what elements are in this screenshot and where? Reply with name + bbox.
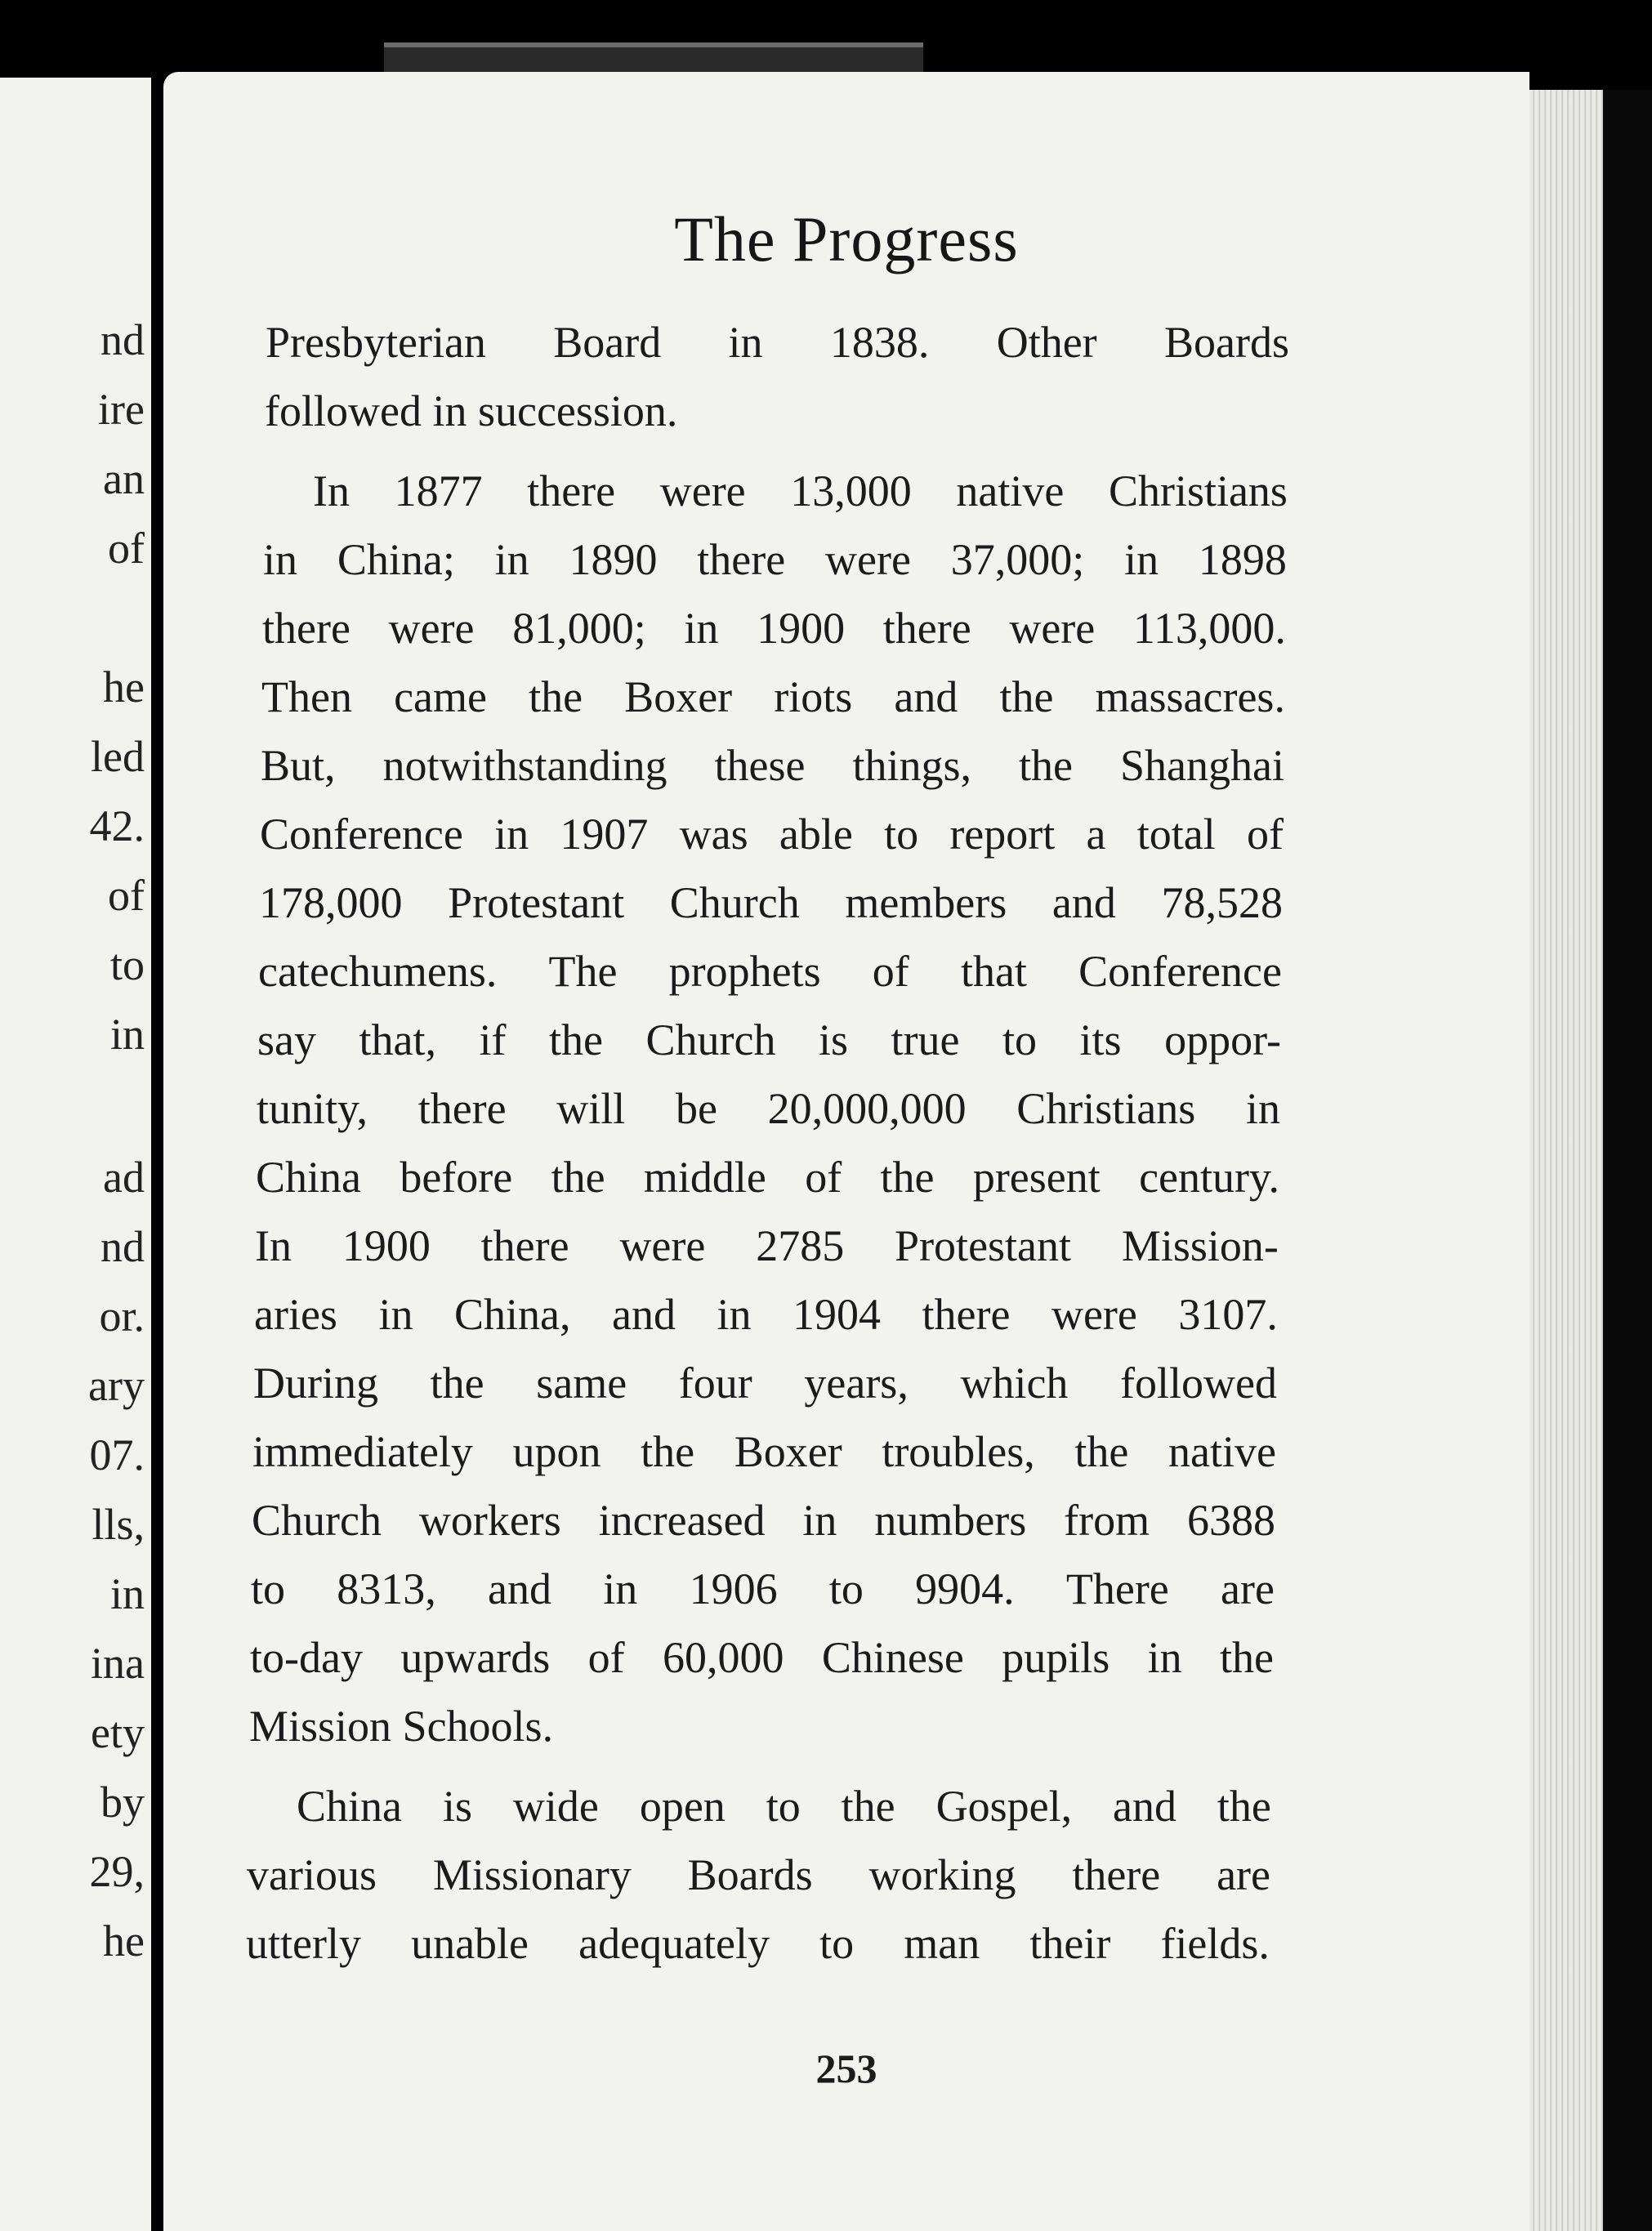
page-number: 253 [815, 2046, 877, 2091]
text-line: there were 81,000; in 1900 there were 113,000. [262, 604, 1286, 653]
facing-page-fragment: ina [91, 1639, 145, 1688]
facing-page-fragment: of [108, 871, 145, 920]
facing-page-fragment: ary [88, 1361, 145, 1410]
facing-page-fragment: in [109, 1569, 145, 1618]
page-stack-shadow [1603, 90, 1652, 2231]
running-head: The Progress [674, 203, 1019, 274]
text-line: various Missionary Boards working there are [247, 1850, 1270, 1899]
facing-page-fragment: ad [103, 1153, 145, 1202]
text-line: tunity, there will be 20,000,000 Christians in [257, 1084, 1280, 1133]
text-line: 178,000 Protestant Church members and 78,528 [259, 878, 1283, 927]
facing-page-fragment: ety [91, 1708, 145, 1757]
text-line: to 8313, and in 1906 to 9904. There are [251, 1564, 1275, 1613]
page-stack-edges [1529, 90, 1603, 2231]
text-line: Church workers increased in numbers from 6388 [252, 1496, 1275, 1545]
facing-page-fragment: 42. [89, 801, 145, 850]
book-page [163, 72, 1529, 2231]
text-line: China is wide open to the Gospel, and the [297, 1782, 1271, 1831]
text-line: Conference in 1907 was able to report a total of [260, 810, 1284, 859]
facing-page-fragment: nd [100, 1222, 145, 1271]
facing-page-fragment: by [100, 1778, 145, 1827]
text-line: utterly unable adequately to man their fields. [246, 1919, 1270, 1968]
facing-page-fragment: 07. [89, 1430, 145, 1479]
facing-page-fragment: or. [99, 1292, 145, 1341]
facing-page-fragment: he [103, 1916, 145, 1966]
text-line: Then came the Boxer riots and the massacres. [261, 672, 1285, 721]
facing-page-fragment: he [103, 663, 145, 712]
text-line: immediately upon the Boxer troubles, the native [252, 1427, 1276, 1476]
text-line: China before the middle of the present century. [256, 1153, 1279, 1202]
text-line: say that, if the Church is true to its oppor- [257, 1015, 1281, 1064]
text-line: followed in succession. [265, 386, 678, 435]
text-line: catechumens. The prophets of that Conference [258, 947, 1282, 996]
facing-page-fragment: 29, [89, 1847, 145, 1896]
text-line: In 1877 there were 13,000 native Christians [313, 466, 1288, 515]
facing-page-fragment: to [109, 940, 145, 989]
facing-page-fragment: in [109, 1010, 145, 1059]
facing-page-fragment: ire [98, 385, 145, 434]
facing-page-left [0, 78, 151, 2231]
facing-page-fragment: led [91, 732, 145, 781]
facing-page-fragment: an [103, 454, 145, 503]
text-line: aries in China, and in 1904 there were 3107. [254, 1290, 1278, 1339]
text-line: In 1900 there were 2785 Protestant Mission- [255, 1221, 1279, 1270]
text-line: Presbyterian Board in 1838. Other Boards [266, 318, 1289, 367]
facing-page-fragment: lls, [92, 1500, 145, 1549]
text-line: in China; in 1890 there were 37,000; in 1898 [263, 535, 1287, 584]
facing-page-fragment: of [108, 524, 145, 573]
text-line: to-day upwards of 60,000 Chinese pupils in the [250, 1633, 1274, 1682]
text-line: Mission Schools. [249, 1702, 554, 1751]
facing-page-fragment: nd [100, 315, 145, 364]
text-line: But, notwithstanding these things, the Shanghai [261, 741, 1284, 790]
text-line: During the same four years, which followed [253, 1359, 1277, 1408]
